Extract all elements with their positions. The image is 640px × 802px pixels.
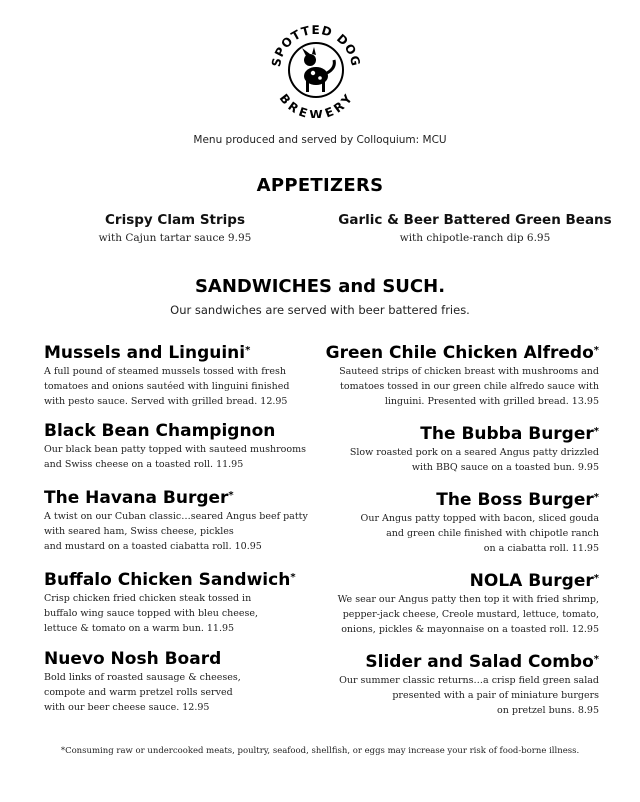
svg-text:SPOTTED DOG (269, 23, 363, 68)
menu-item-name: Buffalo Chicken Sandwich* (44, 570, 296, 590)
health-disclaimer: *Consuming raw or undercooked meats, poultry, seafood, shellfish, or eggs may increase your risk of food-borne illness. (60, 746, 580, 756)
menu-item-desc: Crisp chicken fried chicken steak tossed in buffalo wing sauce topped with bleu cheese, lettuce & tomato on a warm bun. 11.95 (44, 593, 259, 634)
menu-item-desc: Sauteed strips of chicken breast with mushrooms and tomatoes tossed in our green chile alfredo sauce with linguini. Presented with grilled bread. 13.95 (339, 366, 599, 407)
sandwiches-subtitle: Our sandwiches are served with beer battered fries. (170, 303, 470, 317)
appetizer-name: Garlic & Beer Battered Green Beans (338, 212, 612, 228)
menu-item-name: Black Bean Champignon (44, 421, 276, 441)
menu-item-desc: A twist on our Cuban classic…seared Angus beef patty with seared ham, Swiss cheese, pickles and mustard on a toasted ciabatta roll. 10.95 (44, 511, 308, 552)
menu-credit: Menu produced and served by Colloquium: MCU (193, 134, 447, 146)
appetizer-item (310, 212, 640, 244)
appetizer-name: Crispy Clam Strips (105, 212, 245, 228)
menu-item-desc: We sear our Angus patty then top it with fried shrimp, pepper-jack cheese, Creole mustard, lettuce, tomato, onions, pickles & mayonnaise on a toasted roll. 12.95 (337, 594, 599, 635)
sandwiches-heading: SANDWICHES and SUCH. (194, 276, 446, 297)
appetizer-desc: with Cajun tartar sauce 9.95 (98, 232, 252, 244)
menu-item (44, 420, 314, 472)
dog-icon (302, 47, 334, 92)
appetizers-heading: APPETIZERS (256, 175, 384, 196)
logo-seal (266, 18, 366, 118)
menu-item (309, 423, 599, 475)
appetizer-item (40, 212, 310, 244)
menu-item-name: NOLA Burger* (469, 571, 599, 591)
menu-item-name: Green Chile Chicken Alfredo* (325, 343, 599, 363)
menu-item (44, 487, 314, 554)
menu-item (309, 570, 599, 637)
menu-item-name: The Havana Burger* (44, 488, 234, 508)
logo-text-top: SPOTTED DOG (269, 22, 364, 69)
menu-item-desc: Slow roasted pork on a seared Angus patty drizzled with BBQ sauce on a toasted bun. 9.95 (349, 447, 599, 473)
menu-item (309, 342, 599, 409)
appetizer-desc: with chipotle-ranch dip 6.95 (399, 232, 551, 244)
menu-item (44, 342, 314, 409)
menu-item (309, 651, 599, 718)
menu-item-desc: Bold links of roasted sausage & cheeses, compote and warm pretzel rolls served with our beer cheese sauce. 12.95 (44, 672, 241, 713)
menu-item (309, 489, 599, 556)
menu-item-name: Mussels and Linguini* (44, 343, 251, 363)
menu-item-desc: A full pound of steamed mussels tossed with fresh tomatoes and onions sautéed with linguini finished with pesto sauce. Served with grilled bread. 12.95 (44, 366, 290, 407)
menu-item-name: The Boss Burger* (436, 490, 599, 510)
menu-item (44, 569, 314, 636)
menu-item-name: Slider and Salad Combo* (365, 652, 599, 672)
menu-item-desc: Our black bean patty topped with sauteed mushrooms and Swiss cheese on a toasted roll. 11.95 (44, 444, 306, 470)
menu-item (44, 648, 314, 715)
svg-text:BREWERY (277, 91, 356, 118)
menu-item-desc: Our summer classic returns…a crisp field green salad presented with a pair of miniature burgers on pretzel buns. 8.95 (339, 675, 599, 716)
menu-item-desc: Our Angus patty topped with bacon, sliced gouda and green chile finished with chipotle ranch on a ciabatta roll. 11.95 (360, 513, 599, 554)
brewery-logo (266, 18, 366, 118)
logo-text-bottom: BREWERY (276, 91, 356, 118)
menu-item-name: Nuevo Nosh Board (44, 649, 222, 669)
menu-item-name: The Bubba Burger* (420, 424, 599, 444)
